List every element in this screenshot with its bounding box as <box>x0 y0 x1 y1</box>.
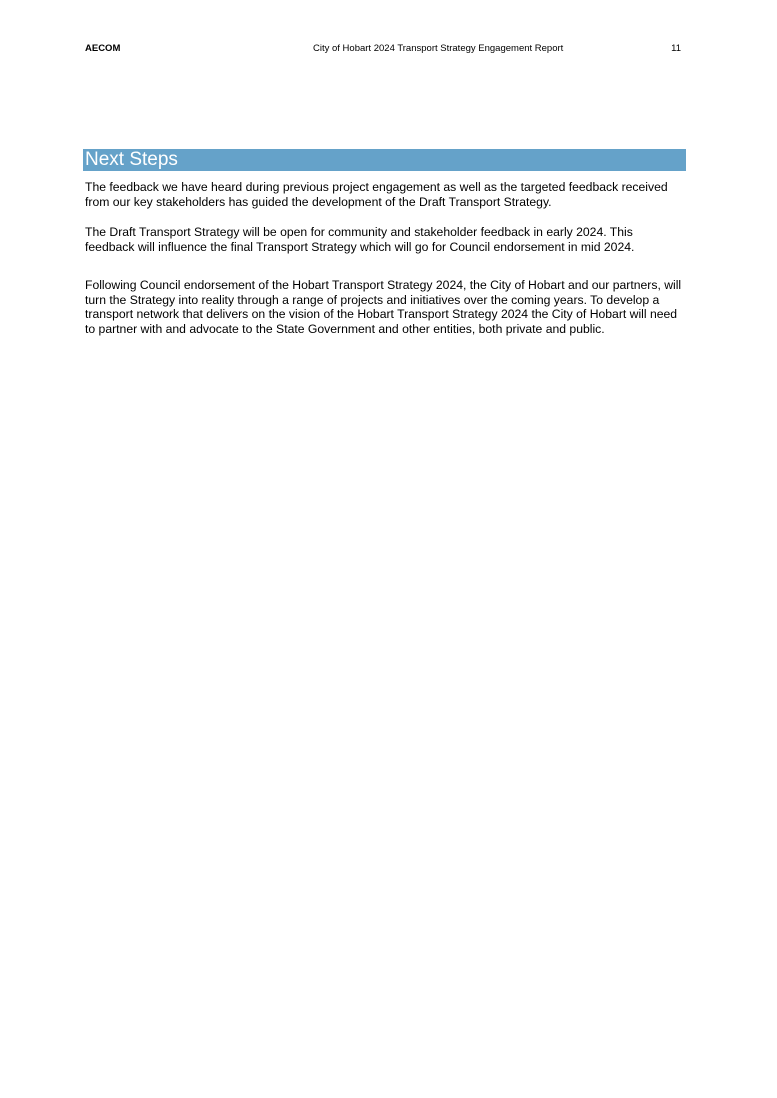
page-header <box>85 43 685 57</box>
section-heading: Next Steps <box>83 149 686 171</box>
body-paragraph: The Draft Transport Strategy will be open for community and stakeholder feedback in early 2024. This feedback will influence the final Transport Strategy which will go for Council endorsement in mid 2024. <box>85 225 635 254</box>
company-name: AECOM <box>85 43 121 54</box>
body-paragraph: Following Council endorsement of the Hobart Transport Strategy 2024, the City of Hobart and our partners, will turn the Strategy into reality through a range of projects and initiatives over the coming years. To develop a transport network that delivers on the vision of the Hobart Transport Strategy 2024 the City of Hobart will need to partner with and advocate to the State Government and other entities, both private and public. <box>85 278 682 336</box>
body-paragraph: The feedback we have heard during previous project engagement as well as the targeted feedback received from our key stakeholders has guided the development of the Draft Transport Strategy. <box>85 180 668 209</box>
page-number: 11 <box>671 43 681 54</box>
report-title: City of Hobart 2024 Transport Strategy Engagement Report <box>313 43 564 54</box>
